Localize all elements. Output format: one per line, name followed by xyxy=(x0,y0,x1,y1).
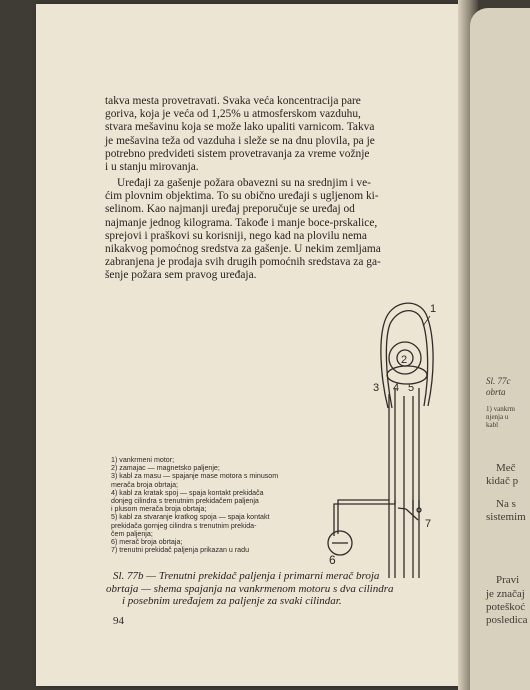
legend-item: 6) merač broja obrtaja; xyxy=(111,538,183,547)
next-page-text: posledica xyxy=(486,614,528,626)
label-1: 1 xyxy=(430,303,437,315)
text-line: takva mesta provetravati. Svaka veća koncentracija pare xyxy=(105,95,361,107)
label-5: 5 xyxy=(408,382,415,394)
paragraph-fire-extinguishers xyxy=(105,177,474,283)
caption-line: i posebnim uređajem za paljenje za svaki cilindar. xyxy=(122,595,342,607)
text-line: sprejovi i praškovi su korisniji, nego kad na plovilu nema xyxy=(105,229,367,242)
legend-item: 2) zamajac — magnetsko paljenje; xyxy=(111,464,220,473)
cable-to-tachometer-2 xyxy=(334,500,395,536)
text-line: najmanje jednog kilograma. Takođe i manje boce-prskalice, xyxy=(105,216,378,229)
label-7: 7 xyxy=(425,518,432,530)
caption-line: obrtaja — shema spajanja na vankrmenom motoru s dva cilindra xyxy=(106,582,394,595)
label-4: 4 xyxy=(393,382,400,394)
next-page-text: obrta xyxy=(486,387,506,397)
next-page-text: kabl xyxy=(486,421,499,429)
next-page-text: 1) vankrm xyxy=(486,405,515,413)
text-line: potrebno predvideti sistem provetravanja za vreme vožnje xyxy=(105,147,370,160)
text-line: stvara mešavinu koja se može lako upaliti varnicom. Takva xyxy=(105,121,375,134)
label-2: 2 xyxy=(401,354,408,366)
legend-item: merača broja obrtaja; xyxy=(111,480,179,489)
legend-item: čem paljenja; xyxy=(111,529,153,538)
next-page-text: Na s xyxy=(496,498,516,510)
legend-item: 3) kabl za masu — spajanje mase motora s minusom xyxy=(111,472,279,481)
next-page-text: Sl. 77c xyxy=(486,376,511,386)
legend-item: 7) trenutni prekidač paljenja prikazan u radu xyxy=(111,546,250,555)
label-6: 6 xyxy=(329,553,336,567)
text-line: šenje požara sem pravog uređaja. xyxy=(105,269,257,282)
text-line: nikakvog pomoćnog sredstva za gašenje. U nekim zemljama xyxy=(105,243,381,256)
legend-item: i plusom merača broja obrtaja; xyxy=(111,505,207,514)
next-page-text: njenja u xyxy=(486,413,509,421)
legend-item: 1) vankrmeni motor; xyxy=(111,456,175,464)
text-line: Uređaji za gašenje požara obavezni su na srednjim i ve- xyxy=(117,177,371,189)
text-line: goriva, koja je veća od 1,25% u atmosferskom vazduhu, xyxy=(105,108,361,121)
caption-line: Sl. 77b — Trenutni prekidač paljenja i primarni merač broja xyxy=(113,570,380,582)
legend-item: 4) kabl za kratak spoj — spaja kontakt prekidača xyxy=(111,488,264,497)
legend-item: 5) kabl za stvaranje kratkog spoja — spaja kontakt xyxy=(111,513,270,522)
next-page-text: Pravi xyxy=(496,574,520,586)
cable-to-tachometer xyxy=(338,500,389,534)
legend-item: prekidača gornjeg cilindra s trenutnim prekida- xyxy=(111,521,257,530)
text-line: selinom. Kao najmanji uređaj preporučuje se uređaj od xyxy=(105,203,355,216)
next-page-text: je značaj xyxy=(486,588,525,600)
legend-item: donjeg cilindra s trenutnim prekidačem paljenja xyxy=(111,497,259,506)
text-line: je mešavina teža od vazduha i sleže se na dnu plovila, pa je xyxy=(105,134,375,147)
next-page-text: poteškoć xyxy=(486,601,526,613)
book-page-right xyxy=(470,8,530,690)
ignition-switch-lever xyxy=(406,509,418,520)
text-line: i u stanju mirovanja. xyxy=(105,161,199,174)
text-line: ćim plovnim objektima. To su obično uređaji s ugljenom ki- xyxy=(105,190,379,203)
figure-caption xyxy=(106,570,443,608)
next-page-text: Meč xyxy=(496,462,516,474)
switch-lead xyxy=(398,508,406,509)
next-page-text: sistemim xyxy=(486,511,526,523)
label-3: 3 xyxy=(373,382,380,394)
text-line: zabranjena je prodaja svih drugih pomoćnih sredstava za ga- xyxy=(105,256,381,269)
wiring-diagram xyxy=(310,296,450,566)
page-number: 94 xyxy=(113,615,124,627)
paragraph-ventilation xyxy=(105,95,474,174)
next-page-text: kidač p xyxy=(486,475,519,487)
